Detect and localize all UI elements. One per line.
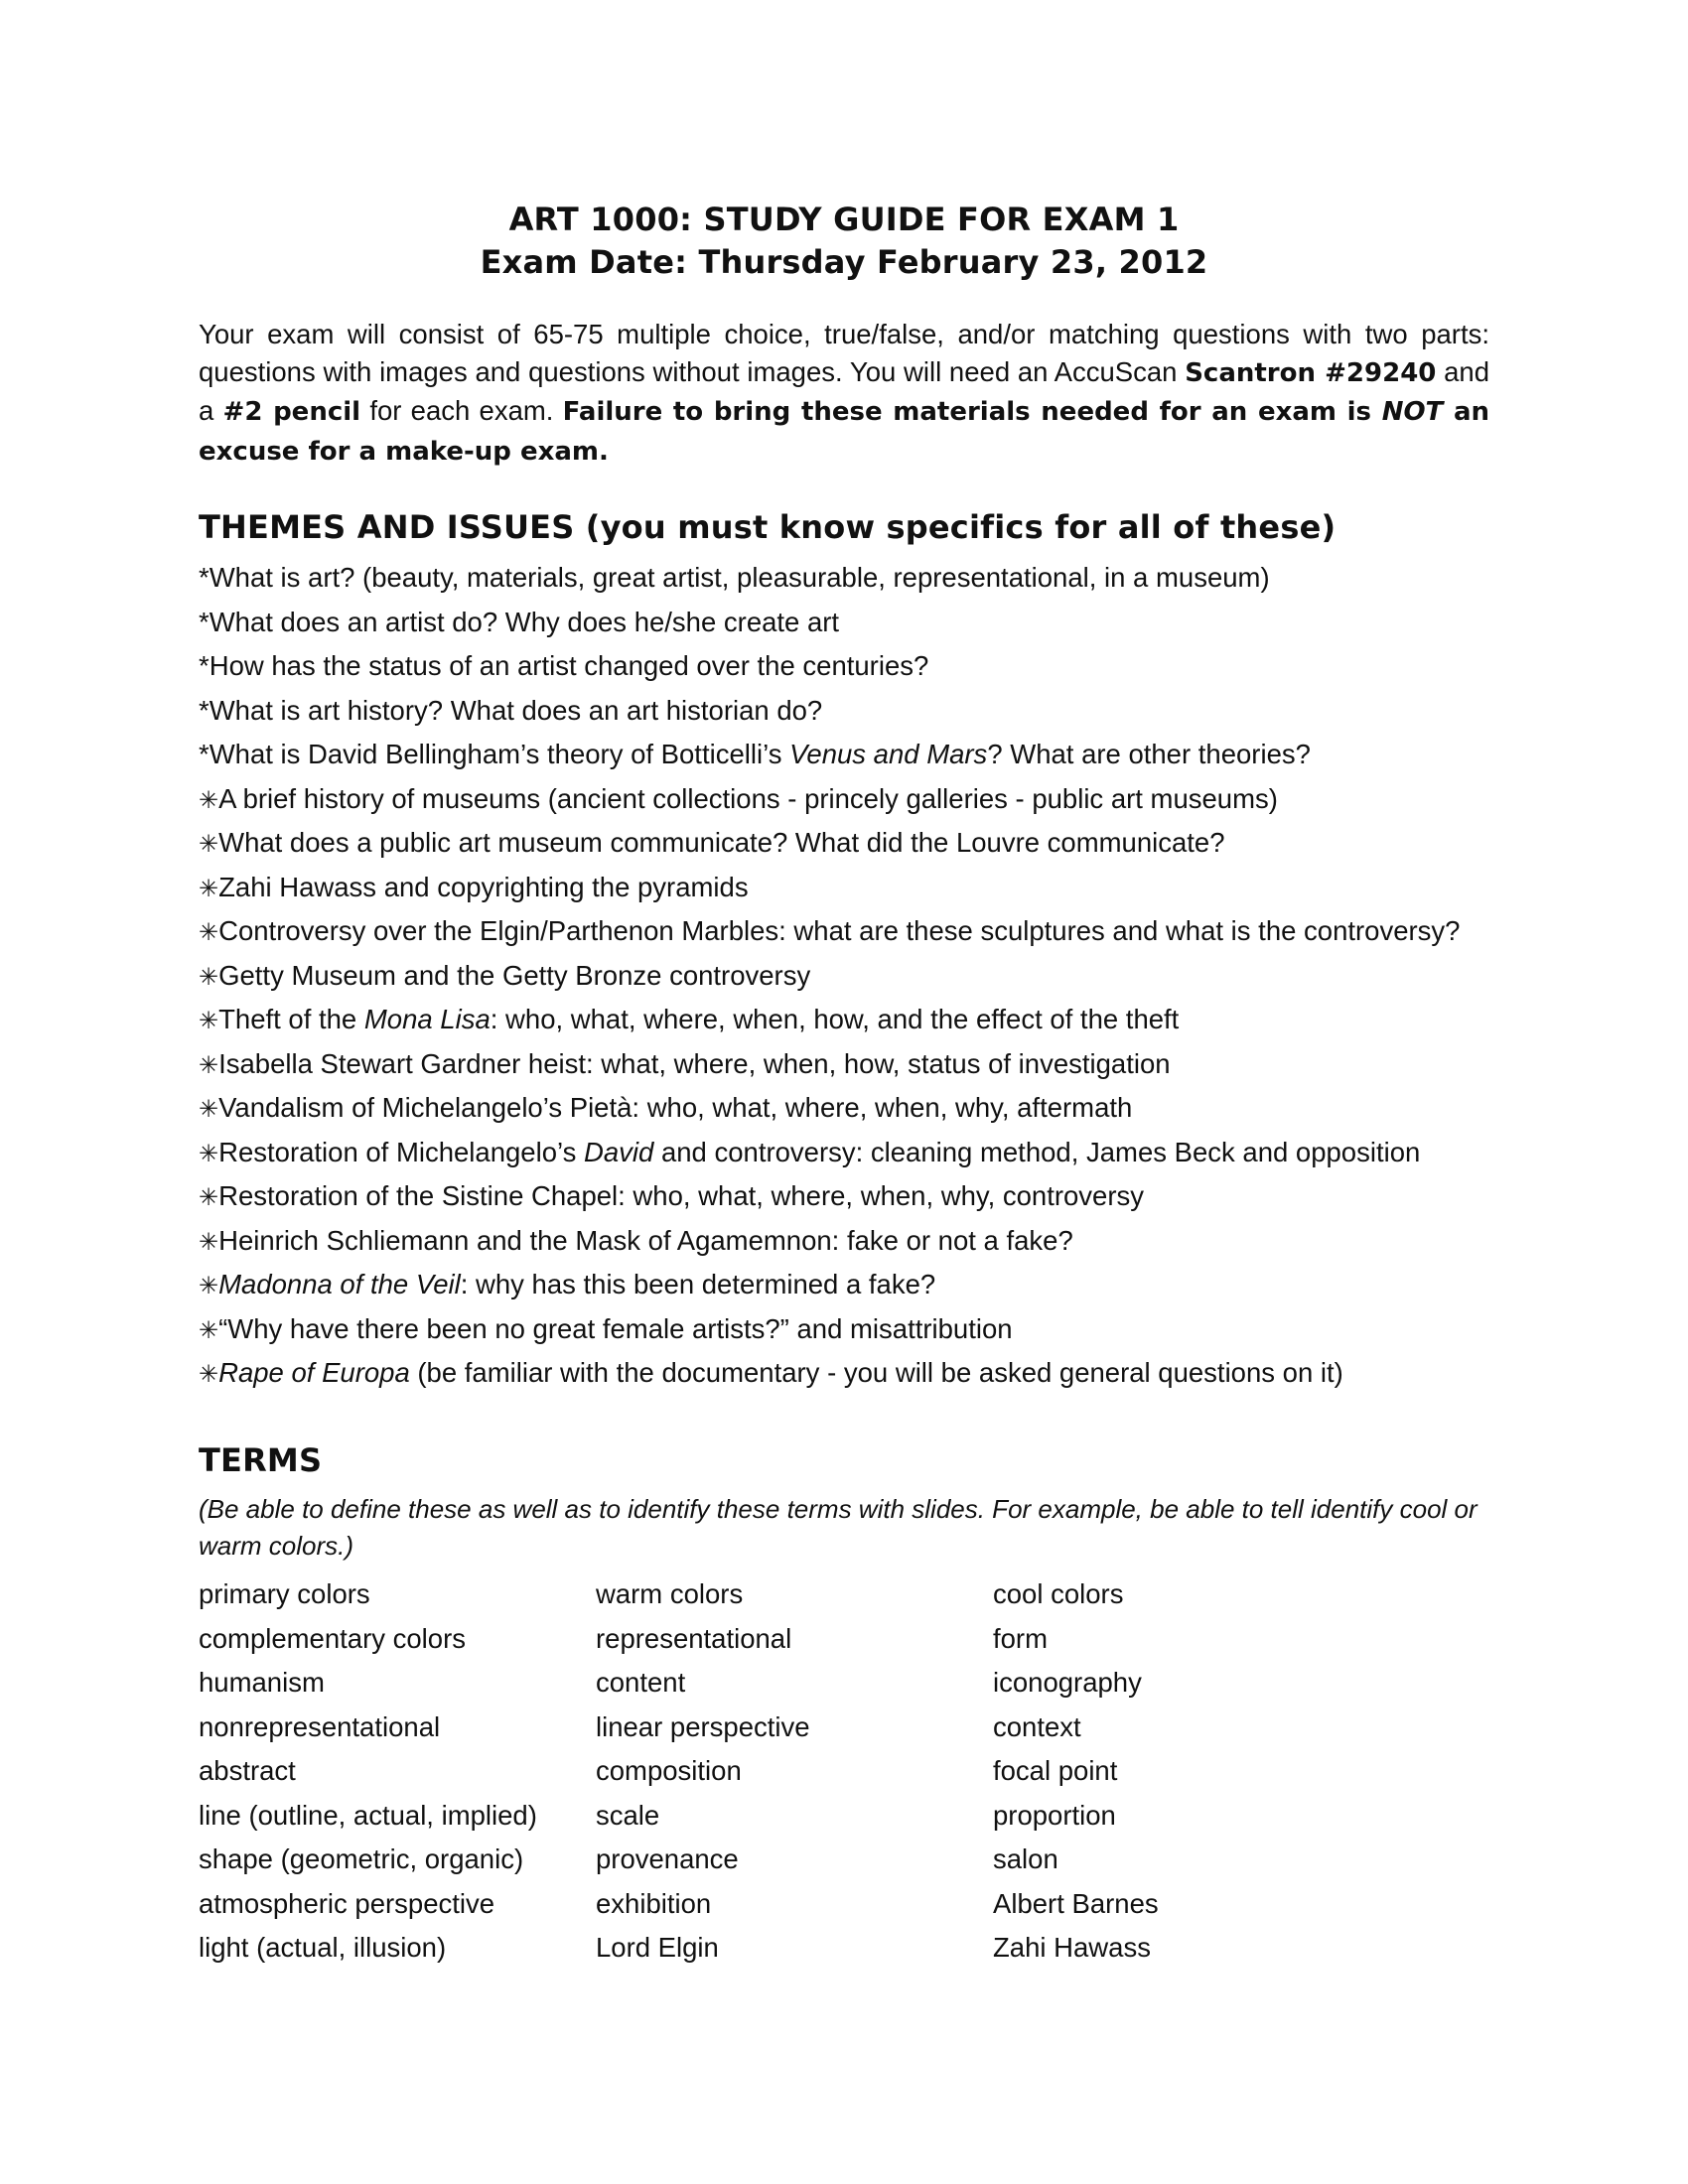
- theme-item: [199, 1042, 1509, 1087]
- term-item: exhibition: [596, 1887, 712, 1919]
- intro-scantron: Scantron #29240: [1185, 357, 1437, 388]
- terms-note: (Be able to define these as well as to identify these terms with slides. For example, be able to tell identify cool or warm colors.): [199, 1494, 1477, 1561]
- term-item: cool colors: [993, 1578, 1124, 1609]
- term-item: scale: [596, 1799, 660, 1831]
- intro-paragraph: [199, 316, 1489, 471]
- theme-italic-title: David: [584, 1136, 654, 1167]
- term-item: proportion: [993, 1799, 1116, 1831]
- bullet-icon: *: [199, 606, 210, 637]
- terms-row: [199, 1661, 1390, 1706]
- theme-italic-title: Madonna of the Veil: [218, 1269, 461, 1299]
- theme-item: [199, 1263, 1509, 1307]
- theme-text: Restoration of Michelangelo’s: [218, 1136, 585, 1167]
- theme-text: Getty Museum and the Getty Bronze controversy: [218, 959, 811, 991]
- bullet-icon: ✳: [199, 875, 219, 902]
- term-item: provenance: [596, 1843, 739, 1874]
- theme-text: Restoration of the Sistine Chapel: who, what, where, when, why, controversy: [218, 1180, 1145, 1211]
- bullet-icon: ✳: [199, 1361, 219, 1388]
- theme-text: Heinrich Schliemann and the Mask of Agamemnon: fake or not a fake?: [218, 1224, 1073, 1256]
- bullet-icon: ✳: [199, 786, 219, 814]
- bullet-icon: *: [199, 562, 210, 593]
- term-item: light (actual, illusion): [199, 1932, 447, 1963]
- term-item: form: [993, 1622, 1048, 1654]
- theme-item: [199, 909, 1509, 954]
- intro-text-1: Your exam will consist of 65-75 multiple choice, true/false, and/or matching questions with two parts: questions with images and questions without images. You will need an AccuScan: [199, 319, 1489, 387]
- intro-text-3: for each exam.: [360, 395, 563, 426]
- terms-row: [199, 1882, 1390, 1927]
- bullet-icon: ✳: [199, 831, 219, 858]
- theme-item: [199, 1351, 1509, 1396]
- theme-item: [199, 1219, 1509, 1264]
- theme-item: [199, 644, 1509, 689]
- theme-text: Controversy over the Elgin/Parthenon Marbles: what are these sculptures and what is the controversy?: [218, 915, 1461, 946]
- term-item: complementary colors: [199, 1622, 466, 1654]
- theme-text: What does an artist do? Why does he/she create art: [209, 606, 840, 637]
- term-item: Zahi Hawass: [993, 1932, 1151, 1963]
- title-block: [0, 199, 1688, 284]
- theme-text: Isabella Stewart Gardner heist: what, where, when, how, status of investigation: [218, 1047, 1171, 1079]
- bullet-icon: *: [199, 694, 210, 726]
- terms-row: [199, 1617, 1390, 1662]
- term-item: content: [596, 1667, 686, 1698]
- intro-warning-end: an excuse for a make-up exam.: [199, 397, 1490, 467]
- term-item: composition: [596, 1755, 742, 1786]
- theme-item: [199, 1131, 1509, 1175]
- theme-text: A brief history of museums (ancient collections - princely galleries - public art museums): [218, 782, 1278, 814]
- theme-text: Theft of the: [218, 1004, 364, 1034]
- bullet-icon: ✳: [199, 1273, 219, 1299]
- intro-warning: Failure to bring these materials needed for an exam is: [562, 397, 1382, 427]
- bullet-icon: ✳: [199, 1184, 219, 1211]
- theme-text: Zahi Hawass and copyrighting the pyramids: [218, 871, 749, 902]
- intro-text-2: and a: [199, 355, 1489, 426]
- theme-text: What does a public art museum communicate? What did the Louvre communicate?: [218, 827, 1225, 858]
- theme-item: [199, 601, 1509, 645]
- term-item: focal point: [993, 1755, 1118, 1786]
- theme-item: [199, 1174, 1509, 1219]
- term-item: linear perspective: [596, 1710, 810, 1742]
- themes-list: [199, 556, 1509, 1396]
- theme-text-after: (be familiar with the documentary - you will be asked general questions on it): [409, 1357, 1343, 1388]
- terms-row: [199, 1838, 1390, 1882]
- terms-row: [199, 1794, 1390, 1839]
- bullet-icon: *: [199, 650, 210, 681]
- terms-row: [199, 1926, 1390, 1971]
- theme-item: [199, 954, 1509, 999]
- term-item: nonrepresentational: [199, 1710, 441, 1742]
- terms-row: [199, 1572, 1390, 1617]
- term-item: atmospheric perspective: [199, 1887, 495, 1919]
- theme-text-after: ? What are other theories?: [987, 739, 1311, 769]
- terms-row: [199, 1706, 1390, 1750]
- term-item: line (outline, actual, implied): [199, 1799, 537, 1831]
- intro-warning-not: NOT: [1381, 397, 1444, 427]
- bullet-icon: ✳: [199, 1051, 219, 1079]
- theme-text: Vandalism of Michelangelo’s Pietà: who, what, where, when, why, aftermath: [218, 1092, 1133, 1123]
- bullet-icon: ✳: [199, 919, 219, 946]
- term-item: shape (geometric, organic): [199, 1843, 524, 1874]
- theme-item: [199, 689, 1509, 734]
- theme-text: How has the status of an artist changed over the centuries?: [209, 650, 929, 681]
- bullet-icon: ✳: [199, 1228, 219, 1256]
- theme-text: What is art? (beauty, materials, great artist, pleasurable, representational, in a museum): [209, 562, 1270, 593]
- theme-item: [199, 1307, 1509, 1352]
- term-item: primary colors: [199, 1578, 370, 1609]
- bullet-icon: *: [199, 739, 210, 769]
- bullet-icon: ✳: [199, 1096, 219, 1123]
- term-item: representational: [596, 1622, 792, 1654]
- theme-item: [199, 821, 1509, 866]
- theme-item: [199, 866, 1509, 910]
- document-title: ART 1000: STUDY GUIDE FOR EXAM 1: [508, 201, 1180, 238]
- bullet-icon: ✳: [199, 1316, 219, 1344]
- theme-text: What is art history? What does an art historian do?: [209, 694, 823, 726]
- term-item: abstract: [199, 1755, 296, 1786]
- theme-item: [199, 556, 1509, 601]
- bullet-icon: ✳: [199, 963, 219, 991]
- theme-text-after: : why has this been determined a fake?: [460, 1269, 936, 1299]
- bullet-icon: ✳: [199, 1008, 219, 1034]
- theme-italic-title: Mona Lisa: [363, 1004, 491, 1034]
- terms-row: [199, 1749, 1390, 1794]
- theme-text: What is David Bellingham’s theory of Botticelli’s: [209, 739, 790, 769]
- term-item: iconography: [993, 1667, 1142, 1698]
- themes-heading: THEMES AND ISSUES (you must know specifics for all of these): [199, 508, 1336, 546]
- theme-text-after: : who, what, where, when, how, and the effect of the theft: [490, 1004, 1180, 1034]
- theme-item: [199, 777, 1509, 822]
- term-item: Albert Barnes: [993, 1887, 1159, 1919]
- term-item: context: [993, 1710, 1081, 1742]
- theme-item: [199, 1086, 1509, 1131]
- term-item: salon: [993, 1843, 1058, 1874]
- terms-heading: TERMS: [199, 1441, 323, 1479]
- theme-italic-title: Rape of Europa: [218, 1357, 410, 1388]
- theme-item: [199, 998, 1509, 1042]
- exam-date: Exam Date: Thursday February 23, 2012: [480, 243, 1208, 281]
- theme-text: “Why have there been no great female artists?” and misattribution: [218, 1312, 1013, 1344]
- theme-italic-title: Venus and Mars: [789, 739, 988, 769]
- bullet-icon: ✳: [199, 1140, 219, 1167]
- terms-grid: [199, 1572, 1390, 1971]
- intro-pencil: #2 pencil: [222, 397, 361, 427]
- term-item: Lord Elgin: [596, 1932, 719, 1963]
- term-item: warm colors: [596, 1578, 744, 1609]
- theme-item: [199, 733, 1509, 777]
- theme-text-after: and controversy: cleaning method, James Beck and opposition: [653, 1136, 1421, 1167]
- term-item: humanism: [199, 1667, 325, 1698]
